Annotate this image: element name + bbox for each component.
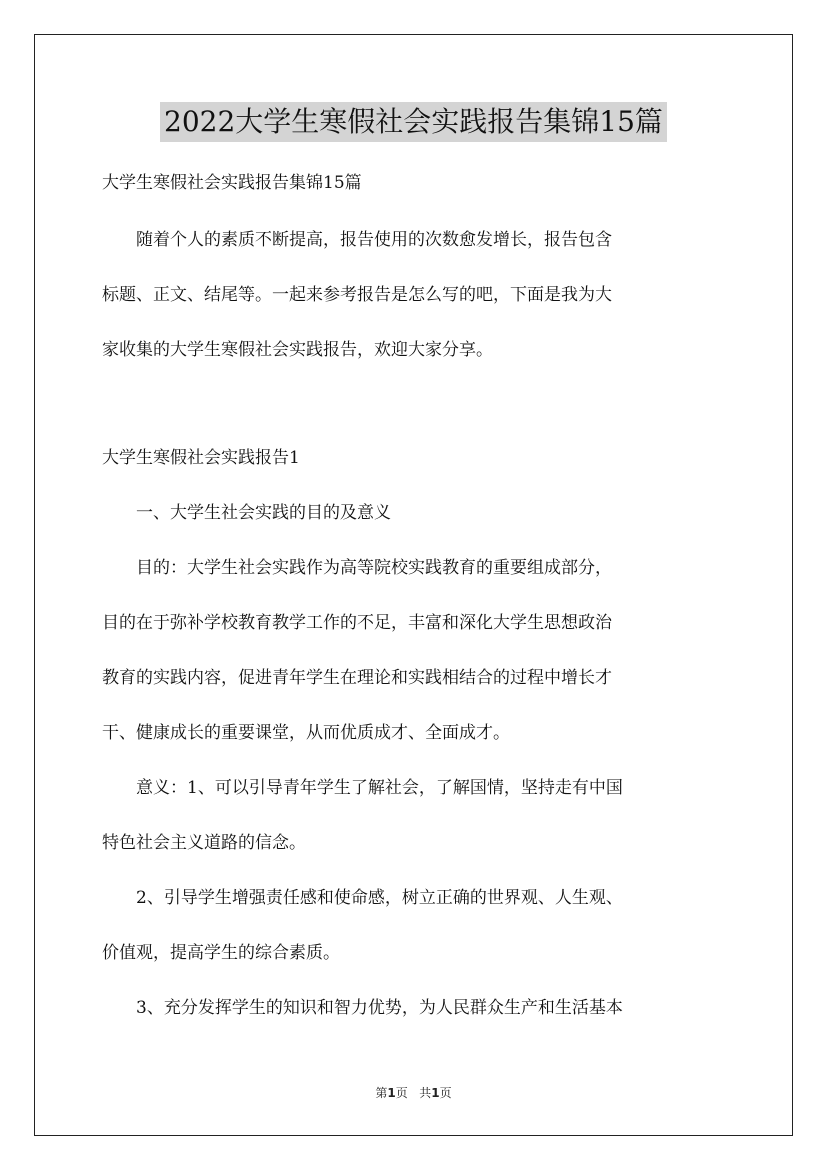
purpose-line-3: 教育的实践内容，促进青年学生在理论和实践相结合的过程中增长才	[102, 668, 612, 688]
section-heading: 大学生寒假社会实践报告1	[102, 448, 300, 468]
meaning-line-1: 意义：1、可以引导青年学生了解社会，了解国情，坚持走有中国	[136, 778, 623, 798]
document-body	[102, 172, 728, 1019]
intro-line-3: 家收集的大学生寒假社会实践报告，欢迎大家分享。	[102, 340, 493, 360]
intro-line-1: 随着个人的素质不断提高，报告使用的次数愈发增长，报告包含	[136, 230, 612, 250]
purpose-line-1: 目的：大学生社会实践作为高等院校实践教育的重要组成部分，	[136, 558, 612, 578]
meaning-line-2: 特色社会主义道路的信念。	[102, 833, 306, 853]
intro-line-2: 标题、正文、结尾等。一起来参考报告是怎么写的吧，下面是我为大	[102, 285, 612, 305]
document-title: 2022大学生寒假社会实践报告集锦15篇	[160, 102, 667, 142]
page-number: 1	[387, 1086, 396, 1100]
page-prefix: 第	[375, 1086, 388, 1100]
page-suffix: 页	[395, 1086, 408, 1100]
title-container	[0, 102, 827, 142]
sub-heading: 一、大学生社会实践的目的及意义	[136, 503, 391, 523]
page-footer	[0, 1084, 827, 1101]
total-suffix: 页	[439, 1086, 452, 1100]
point2-line-1: 2、引导学生增强责任感和使命感，树立正确的世界观、人生观、	[136, 888, 623, 908]
point3-line-1: 3、充分发挥学生的知识和智力优势，为人民群众生产和生活基本	[136, 998, 623, 1018]
point2-line-2: 价值观，提高学生的综合素质。	[102, 943, 340, 963]
total-pages: 1	[431, 1086, 440, 1100]
document-subtitle: 大学生寒假社会实践报告集锦15篇	[102, 173, 362, 193]
purpose-line-4: 干、健康成长的重要课堂，从而优质成才、全面成才。	[102, 723, 510, 743]
total-prefix: 共	[419, 1086, 432, 1100]
purpose-line-2: 目的在于弥补学校教育教学工作的不足，丰富和深化大学生思想政治	[102, 613, 612, 633]
